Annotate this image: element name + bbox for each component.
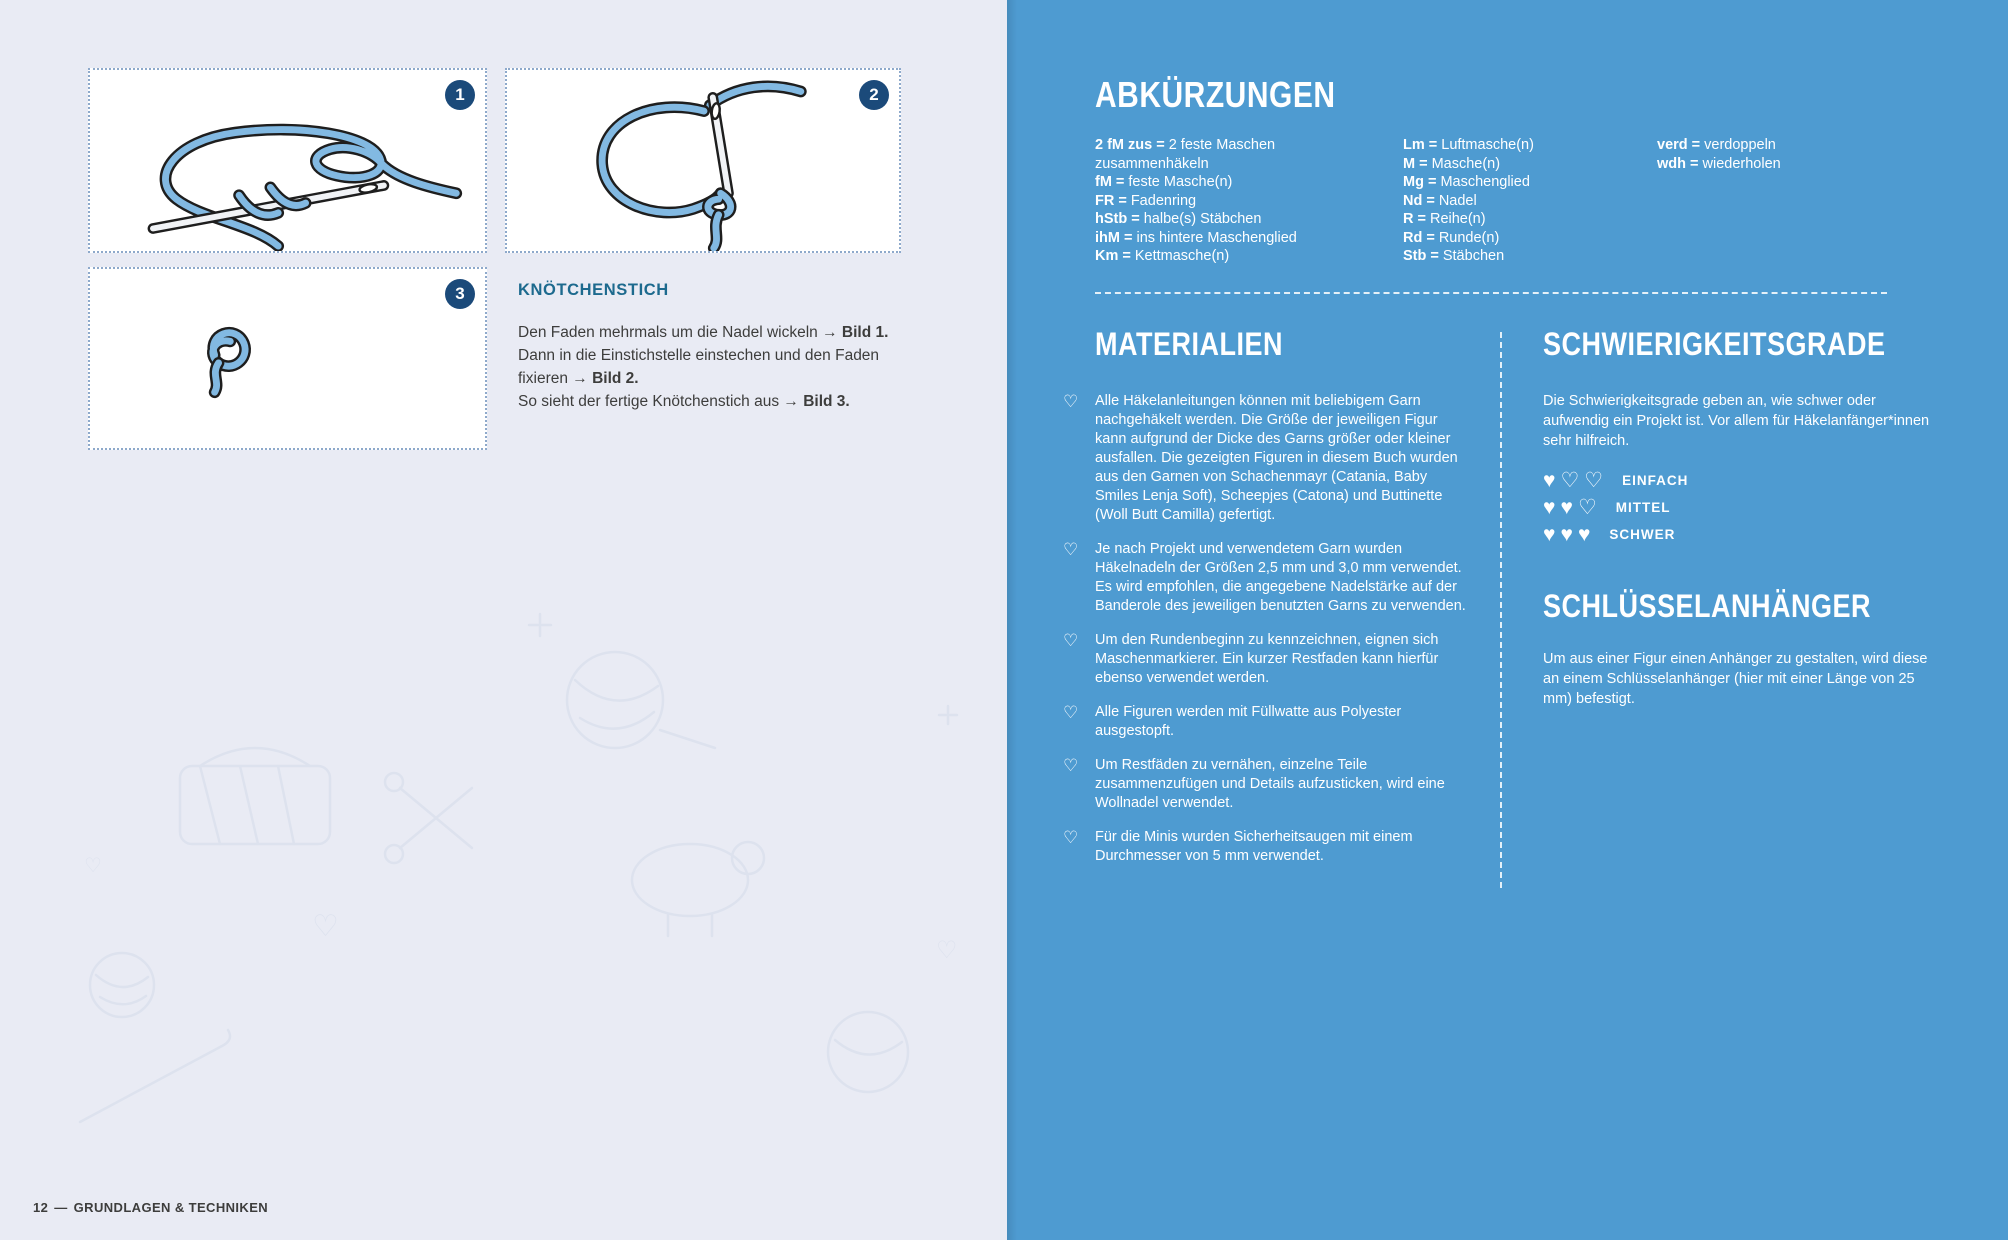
abbreviation-entry: Nd = Nadel xyxy=(1403,192,1477,209)
list-item xyxy=(1063,631,1469,688)
heart-outline-icon: ♡ xyxy=(1063,392,1079,411)
abbreviation-entry: verd = verdoppeln xyxy=(1657,137,1776,153)
difficulty-hearts-icon: ♥♥♡ xyxy=(1543,496,1602,519)
abbreviations-title: ABKÜRZUNGEN xyxy=(1095,76,1336,116)
svg-text:♡: ♡ xyxy=(312,909,339,944)
instruction-text: Den Faden mehrmals um die Nadel wickeln xyxy=(518,324,823,341)
heart-outline-icon: ♡ xyxy=(1063,756,1079,775)
footer-separator: — xyxy=(54,1200,68,1215)
materials-item-text: Um Restfäden zu vernähen, einzelne Teile zusammenzufügen und Details aufzusticken, wird eine Wollnadel verwendet. xyxy=(1095,757,1445,811)
materials-list xyxy=(1063,392,1469,866)
figure-reference: → Bild 3. xyxy=(783,392,850,410)
knot-stitch-section xyxy=(518,281,896,414)
knot-stitch-step-3-illustration xyxy=(90,269,485,448)
materials-item-text: Für die Minis wurden Sicherheitsaugen mit einem Durchmesser von 5 mm verwendet. xyxy=(1095,829,1413,864)
list-item xyxy=(1063,756,1469,813)
difficulty-level-label: EINFACH xyxy=(1622,473,1689,488)
materials-item-text: Um den Rundenbeginn zu kennzeichnen, eignen sich Maschenmarkierer. Ein kurzer Restfaden kann hierfür ebenso verwendet werden. xyxy=(1095,632,1439,686)
abbreviation-entry: Stb = Stäbchen xyxy=(1403,248,1505,264)
figure-reference: → Bild 1. xyxy=(822,324,889,341)
difficulty-level-label: MITTEL xyxy=(1615,500,1671,515)
abbreviations-column-2 xyxy=(1403,136,1643,266)
abbreviation-entry: M = Masche(n) xyxy=(1403,155,1501,172)
section-title: KNÖTCHENSTICH xyxy=(518,281,669,299)
difficulty-levels xyxy=(1543,467,1935,548)
list-item xyxy=(1063,392,1469,525)
figure-box-3 xyxy=(88,267,487,450)
abbreviation-entry: 2 fM zus = 2 feste Maschen zusammenhäkeln xyxy=(1095,137,1276,172)
heart-outline-icon: ♡ xyxy=(1063,540,1079,559)
abbreviation-entry: Mg = Maschenglied xyxy=(1403,174,1530,190)
page-gutter-shadow xyxy=(1007,0,1017,1240)
heart-outline-icon: ♡ xyxy=(1063,631,1079,650)
materials-item-text: Alle Häkelanleitungen können mit beliebigem Garn nachgehäkelt werden. Die Größe der jeweiligen Figur kann aufgrund der Dicke des Garns größer oder kleiner ausfallen. Die gezeigten Figuren in diesem Buch wurden aus den Garnen von Schachenmayr (Catania, Baby Smiles Lenja Soft), Scheepjes (Catona) und Buttinette (Woll Butt Camilla) gefertigt. xyxy=(1095,393,1458,523)
materials-item-text: Je nach Projekt und verwendetem Garn wurden Häkelnadeln der Größen 2,5 mm und 3,0 mm verwendet. Es wird empfohlen, die angegebene Nadelstärke auf der Banderole des jeweiligen benutzten Garns zu verwenden. xyxy=(1095,541,1466,614)
list-item xyxy=(1063,703,1469,741)
knot-stitch-step-1-illustration xyxy=(90,70,485,251)
heart-outline-icon: ♡ xyxy=(1063,828,1079,847)
figure-number-badge xyxy=(445,279,475,309)
abbreviation-entry: Rd = Runde(n) xyxy=(1403,229,1500,246)
keychain-text: Um aus einer Figur einen Anhänger zu gestalten, wird diese an einem Schlüsselanhänger (hier mit einer Länge von 25 mm) befestigt. xyxy=(1543,651,1928,707)
difficulty-intro: Die Schwierigkeitsgrade geben an, wie schwer oder aufwendig ein Projekt ist. Vor allem für Häkelanfänger*innen sehr hilfreich. xyxy=(1543,393,1930,449)
difficulty-section xyxy=(1543,326,1935,709)
page-footer xyxy=(33,1200,268,1215)
abbreviation-entry: hStb = halbe(s) Stäbchen xyxy=(1095,211,1262,227)
footer-label: GRUNDLAGEN & TECHNIKEN xyxy=(73,1200,269,1215)
difficulty-level-hard xyxy=(1543,521,1935,548)
figure-number: 1 xyxy=(455,85,465,104)
abbreviations-column-1 xyxy=(1095,136,1325,266)
abbreviation-entry: wdh = wiederholen xyxy=(1657,155,1781,172)
heart-outline-icon: ♡ xyxy=(1063,703,1079,722)
materials-title: MATERIALIEN xyxy=(1095,326,1283,362)
figure-reference: → Bild 2. xyxy=(572,369,639,387)
abbreviation-entry: Km = Kettmasche(n) xyxy=(1095,248,1230,264)
vertical-dashed-divider xyxy=(1500,332,1502,888)
list-item xyxy=(1063,828,1469,866)
section-body xyxy=(518,322,896,414)
instruction-text: Dann in die Einstichstelle einstechen und den Faden fixieren xyxy=(518,346,880,387)
figure-number: 3 xyxy=(455,284,465,303)
svg-text:♡: ♡ xyxy=(84,853,102,877)
instruction-paragraph-2 xyxy=(518,391,896,414)
abbreviation-entry: R = Reihe(n) xyxy=(1403,211,1486,227)
abbreviation-entry: ihM = ins hintere Maschenglied xyxy=(1095,229,1297,246)
abbreviation-entry: Lm = Luftmasche(n) xyxy=(1403,137,1534,153)
figure-number-badge xyxy=(859,80,889,110)
materials-section xyxy=(1063,326,1469,881)
page-number: 12 xyxy=(33,1200,49,1215)
difficulty-level-medium xyxy=(1543,494,1935,521)
difficulty-title: SCHWIERIGKEITSGRADE xyxy=(1543,326,1886,362)
horizontal-dashed-divider xyxy=(1095,292,1887,294)
difficulty-hearts-icon: ♥♥♥ xyxy=(1543,523,1596,546)
abbreviation-entry: FR = Fadenring xyxy=(1095,192,1197,209)
instruction-paragraph-1 xyxy=(518,322,896,391)
instruction-text: So sieht der fertige Knötchenstich aus xyxy=(518,392,784,410)
difficulty-hearts-icon: ♥♡♡ xyxy=(1543,469,1609,492)
list-item xyxy=(1063,540,1469,616)
materials-item-text: Alle Figuren werden mit Füllwatte aus Polyester ausgestopft. xyxy=(1095,704,1402,739)
keychain-title: SCHLÜSSELANHÄNGER xyxy=(1543,588,1872,624)
svg-text:♡: ♡ xyxy=(936,936,958,964)
knot-stitch-step-2-illustration xyxy=(507,70,899,251)
difficulty-level-easy xyxy=(1543,467,1935,494)
abbreviation-entry: fM = feste Masche(n) xyxy=(1095,174,1233,190)
abbreviations-column-3 xyxy=(1657,136,1917,173)
difficulty-level-label: SCHWER xyxy=(1609,527,1676,542)
figure-number: 2 xyxy=(869,85,879,104)
figure-box-2 xyxy=(505,68,901,253)
figure-box-1 xyxy=(88,68,487,253)
right-page xyxy=(1007,0,2008,1240)
figure-number-badge xyxy=(445,80,475,110)
